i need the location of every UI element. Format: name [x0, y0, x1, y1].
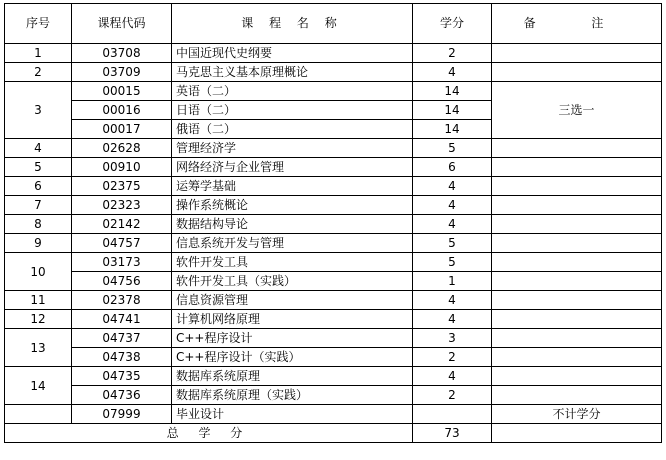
row-credit: 2: [413, 386, 492, 405]
row-credit: 2: [413, 348, 492, 367]
row-code: 02375: [72, 177, 172, 196]
row-seq: 3: [5, 82, 72, 139]
table-row: [5, 329, 662, 348]
row-code: 04737: [72, 329, 172, 348]
row-course-name: 马克思主义基本原理概论: [172, 63, 413, 82]
row-code: 04757: [72, 234, 172, 253]
table-row: [5, 196, 662, 215]
row-code: 02323: [72, 196, 172, 215]
row-credit: 1: [413, 272, 492, 291]
row-credit: 2: [413, 44, 492, 63]
row-seq: 14: [5, 367, 72, 405]
row-note: [492, 310, 662, 329]
row-note: [492, 272, 662, 291]
row-course-name: 数据库系统原理（实践）: [172, 386, 413, 405]
row-code: 04741: [72, 310, 172, 329]
row-course-name: 运筹学基础: [172, 177, 413, 196]
row-note: [492, 234, 662, 253]
row-note: [492, 253, 662, 272]
table-row: [5, 63, 662, 82]
table-row: [5, 405, 662, 424]
table-row: [5, 82, 662, 101]
row-course-name: 毕业设计: [172, 405, 413, 424]
row-course-name: 软件开发工具: [172, 253, 413, 272]
row-course-name: 英语（二）: [172, 82, 413, 101]
row-course-name: 日语（二）: [172, 101, 413, 120]
curriculum-table-container: [4, 3, 662, 443]
row-code: 04736: [72, 386, 172, 405]
row-note: [492, 291, 662, 310]
row-note: [492, 329, 662, 348]
row-seq: 9: [5, 234, 72, 253]
row-credit: 5: [413, 139, 492, 158]
table-row: [5, 139, 662, 158]
row-seq: 10: [5, 253, 72, 291]
row-note: [492, 215, 662, 234]
row-credit: 5: [413, 234, 492, 253]
row-course-name: 信息系统开发与管理: [172, 234, 413, 253]
row-credit: 4: [413, 196, 492, 215]
total-credits-value: 73: [413, 424, 492, 443]
row-course-name: C++程序设计: [172, 329, 413, 348]
row-credit: 4: [413, 291, 492, 310]
table-row: [5, 177, 662, 196]
row-code: 03708: [72, 44, 172, 63]
note-language-choice: 三选一: [492, 82, 662, 139]
header-credit: 学分: [413, 4, 492, 44]
table-row: [5, 367, 662, 386]
row-course-name: 信息资源管理: [172, 291, 413, 310]
row-credit: 14: [413, 120, 492, 139]
row-course-name: 数据库系统原理: [172, 367, 413, 386]
table-row: [5, 348, 662, 367]
row-code: 03173: [72, 253, 172, 272]
row-course-name: 网络经济与企业管理: [172, 158, 413, 177]
row-code: 02628: [72, 139, 172, 158]
table-row: [5, 158, 662, 177]
row-course-name: 数据结构导论: [172, 215, 413, 234]
row-credit: 4: [413, 177, 492, 196]
row-code: 07999: [72, 405, 172, 424]
row-seq: 4: [5, 139, 72, 158]
row-note: [492, 63, 662, 82]
row-code: 04738: [72, 348, 172, 367]
row-course-name: 中国近现代史纲要: [172, 44, 413, 63]
row-credit: 4: [413, 63, 492, 82]
row-code: 00910: [72, 158, 172, 177]
row-seq: 6: [5, 177, 72, 196]
curriculum-table: [4, 3, 662, 443]
row-note: [492, 139, 662, 158]
row-credit: 4: [413, 367, 492, 386]
row-note: [492, 386, 662, 405]
row-seq: 5: [5, 158, 72, 177]
row-credit: 3: [413, 329, 492, 348]
table-row: [5, 215, 662, 234]
row-note: [492, 348, 662, 367]
row-code: 04756: [72, 272, 172, 291]
header-name: 课 程 名 称: [172, 4, 413, 44]
row-course-name: 计算机网络原理: [172, 310, 413, 329]
row-credit: [413, 405, 492, 424]
row-seq: 13: [5, 329, 72, 367]
row-code: 00015: [72, 82, 172, 101]
row-course-name: 管理经济学: [172, 139, 413, 158]
total-row: [5, 424, 662, 443]
row-seq: [5, 405, 72, 424]
row-course-name: C++程序设计（实践）: [172, 348, 413, 367]
table-row: [5, 272, 662, 291]
row-credit: 5: [413, 253, 492, 272]
row-note: [492, 177, 662, 196]
row-code: 02142: [72, 215, 172, 234]
header-seq: 序号: [5, 4, 72, 44]
row-seq: 7: [5, 196, 72, 215]
header-code: 课程代码: [72, 4, 172, 44]
header-note: 备 注: [492, 4, 662, 44]
row-credit: 14: [413, 82, 492, 101]
table-row: [5, 234, 662, 253]
table-header-row: [5, 4, 662, 44]
row-seq: 11: [5, 291, 72, 310]
row-course-name: 操作系统概论: [172, 196, 413, 215]
row-course-name: 俄语（二）: [172, 120, 413, 139]
row-code: 03709: [72, 63, 172, 82]
total-note: [492, 424, 662, 443]
note-no-credit: 不计学分: [492, 405, 662, 424]
total-credits-label: 总 学 分: [5, 424, 413, 443]
row-code: 00017: [72, 120, 172, 139]
row-credit: 4: [413, 215, 492, 234]
row-seq: 12: [5, 310, 72, 329]
row-seq: 8: [5, 215, 72, 234]
table-row: [5, 44, 662, 63]
row-code: 00016: [72, 101, 172, 120]
row-note: [492, 196, 662, 215]
row-credit: 6: [413, 158, 492, 177]
row-note: [492, 44, 662, 63]
row-code: 04735: [72, 367, 172, 386]
row-credit: 4: [413, 310, 492, 329]
row-credit: 14: [413, 101, 492, 120]
table-row: [5, 291, 662, 310]
row-seq: 2: [5, 63, 72, 82]
row-note: [492, 158, 662, 177]
row-seq: 1: [5, 44, 72, 63]
row-note: [492, 367, 662, 386]
table-row: [5, 386, 662, 405]
table-row: [5, 253, 662, 272]
row-code: 02378: [72, 291, 172, 310]
table-row: [5, 310, 662, 329]
row-course-name: 软件开发工具（实践）: [172, 272, 413, 291]
